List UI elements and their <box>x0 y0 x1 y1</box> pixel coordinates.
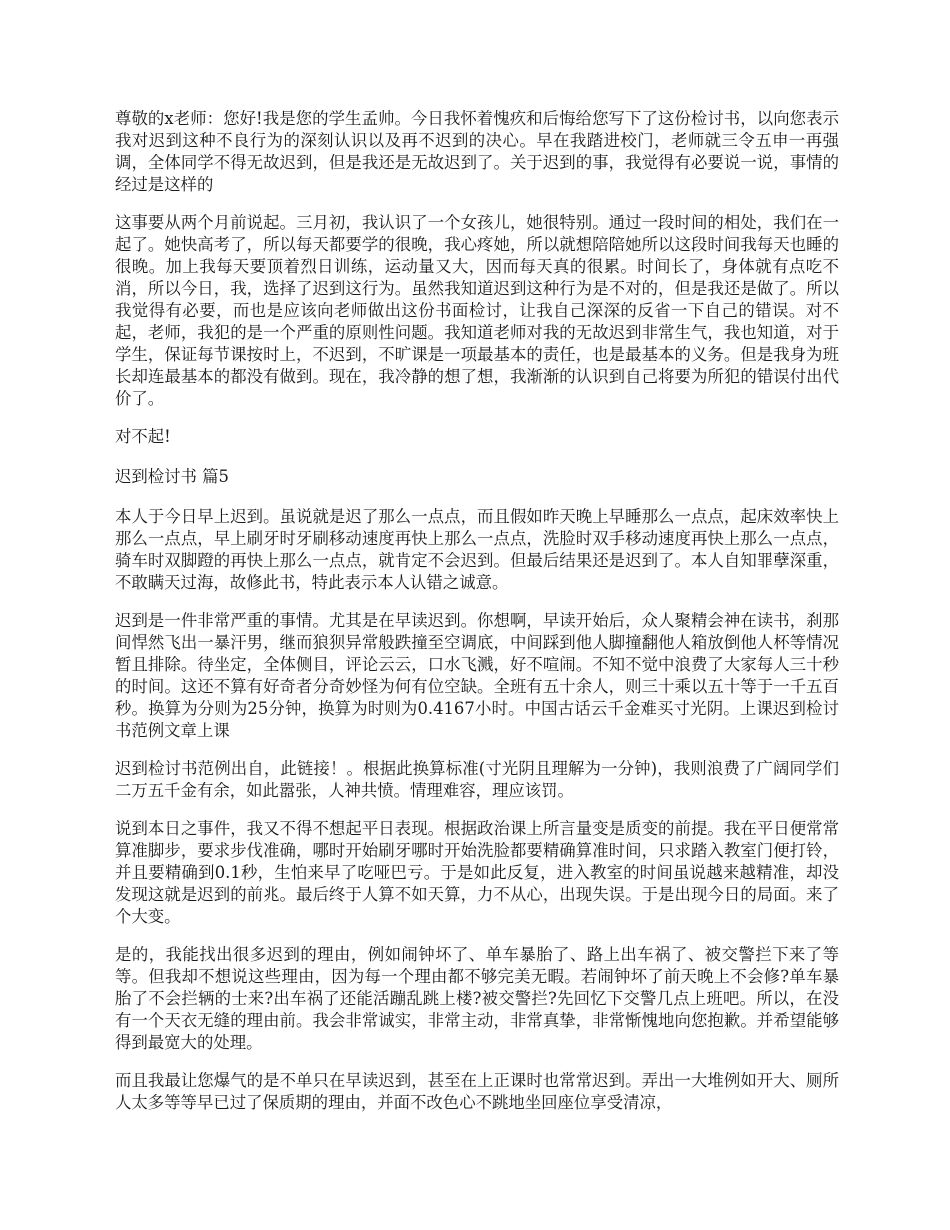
paragraph-salutation: 尊敬的x老师：您好!我是您的学生孟帅。今日我怀着愧疚和后悔给您写下了这份检讨书，以向您表示我对迟到这种不良行为的深刻认识以及再不迟到的决心。早在我踏进校门，老师就三令五申一再强调，全体同学不得无故迟到，但是我还是无故迟到了。关于迟到的事，我觉得有必要说一说，事情的经过是这样的 <box>115 109 839 194</box>
paragraph-background: 这事要从两个月前说起。三月初，我认识了一个女孩儿，她很特别。通过一段时间的相处，我们在一起了。她快高考了，所以每天都要学的很晚，我心疼她，所以就想陪陪她所以这段时间我每天也睡的很晚。加上我每天要顶着烈日训练，运动量又大，因而每天真的很累。时间长了，身体就有点吃不消，所以今日，我，选择了迟到这行为。虽然我知道迟到这种行为是不对的，但是我还是做了。所以我觉得有必要，而也是应该向老师做出这份书面检讨，让我自己深深的反省一下自己的错误。对不起，老师，我犯的是一个严重的原则性问题。我知道老师对我的无故迟到非常生气，我也知道，对于学生，保证每节课按时上，不迟到，不旷课是一项最基本的责任，也是最基本的义务。但是我身为班长却连最基本的都没有做到。现在，我冷静的想了想，我渐渐的认识到自己将要为所犯的错误付出代价了。 <box>115 213 839 408</box>
paragraph-apology: 对不起! <box>115 427 171 446</box>
document-page <box>115 108 839 1130</box>
paragraph-seriousness: 迟到是一件非常严重的事情。尤其是在早读迟到。你想啊，早读开始后，众人聚精会神在读书，刹那间悍然飞出一暴汗男，继而狼狈异常般跌撞至空调底，中间踩到他人脚撞翻他人箱放倒他人杯等情况暂且排除。待坐定，全体侧目，评论云云，口水飞溅，好不喧闹。不知不觉中浪费了大家每人三十秒的时间。这还不算有好奇者分奇妙怪为何有位空缺。全班有五十余人，则三十乘以五十等于一千五百秒。换算为分则为25分钟，换算为时则为0.4167小时。中国古话云千金难买寸光阴。上课迟到检讨书范例文章上课 <box>115 611 839 740</box>
section-heading: 迟到检讨书 篇5 <box>115 467 229 486</box>
paragraph-excuses: 是的，我能找出很多迟到的理由，例如闹钟坏了、单车暴胎了、路上出车祸了、被交警拦下来了等等。但我却不想说这些理由，因为每一个理由都不够完美无暇。若闹钟坏了前天晚上不会修?单车暴胎了不会拦辆的士来?出车祸了还能活蹦乱跳上楼?被交警拦?先回忆下交警几点上班吧。所以，在没有一个天衣无缝的理由前。我会非常诚实，非常主动，非常真挚，非常惭愧地向您抱歉。并希望能够得到最宽大的处理。 <box>115 945 839 1052</box>
paragraph-late-today: 本人于今日早上迟到。虽说就是迟了那么一点点，而且假如昨天晚上早睡那么一点点，起床效率快上那么一点点，早上刷牙时牙刷移动速度再快上那么一点点，洗脸时双手移动速度再快上那么一点点，骑车时双脚蹬的再快上那么一点点，就肯定不会迟到。但最后结果还是迟到了。本人自知罪孽深重，不敢瞒天过海，故修此书，特此表示本人认错之诚意。 <box>115 507 839 592</box>
paragraph-class-lateness: 而且我最让您爆气的是不单只在早读迟到，甚至在上正课时也常常迟到。弄出一大堆例如开大、厕所人太多等等早已过了保质期的理由，并面不改色心不跳地坐回座位享受清凉， <box>115 1071 839 1112</box>
paragraph-calculation: 迟到检讨书范例出自，此链接！。根据此换算标准(寸光阴且理解为一分钟)，我则浪费了广阔同学们二万五千金有余，如此嚣张，人神共愤。情理难容，理应该罚。 <box>115 759 839 800</box>
paragraph-daily-habits: 说到本日之事件，我又不得不想起平日表现。根据政治课上所言量变是质变的前提。我在平日便常常算准脚步，要求步伐准确，哪时开始刷牙哪时开始洗脸都要精确算准时间，只求踏入教室门便打铃，并且要精确到0.1秒，生怕来早了吃哑巴亏。于是如此反复，进入教室的时间虽说越来越精准，却没发现这就是迟到的前兆。最后终于人算不如天算，力不从心，出现失误。于是出现今日的局面。来了个大变。 <box>115 819 839 926</box>
